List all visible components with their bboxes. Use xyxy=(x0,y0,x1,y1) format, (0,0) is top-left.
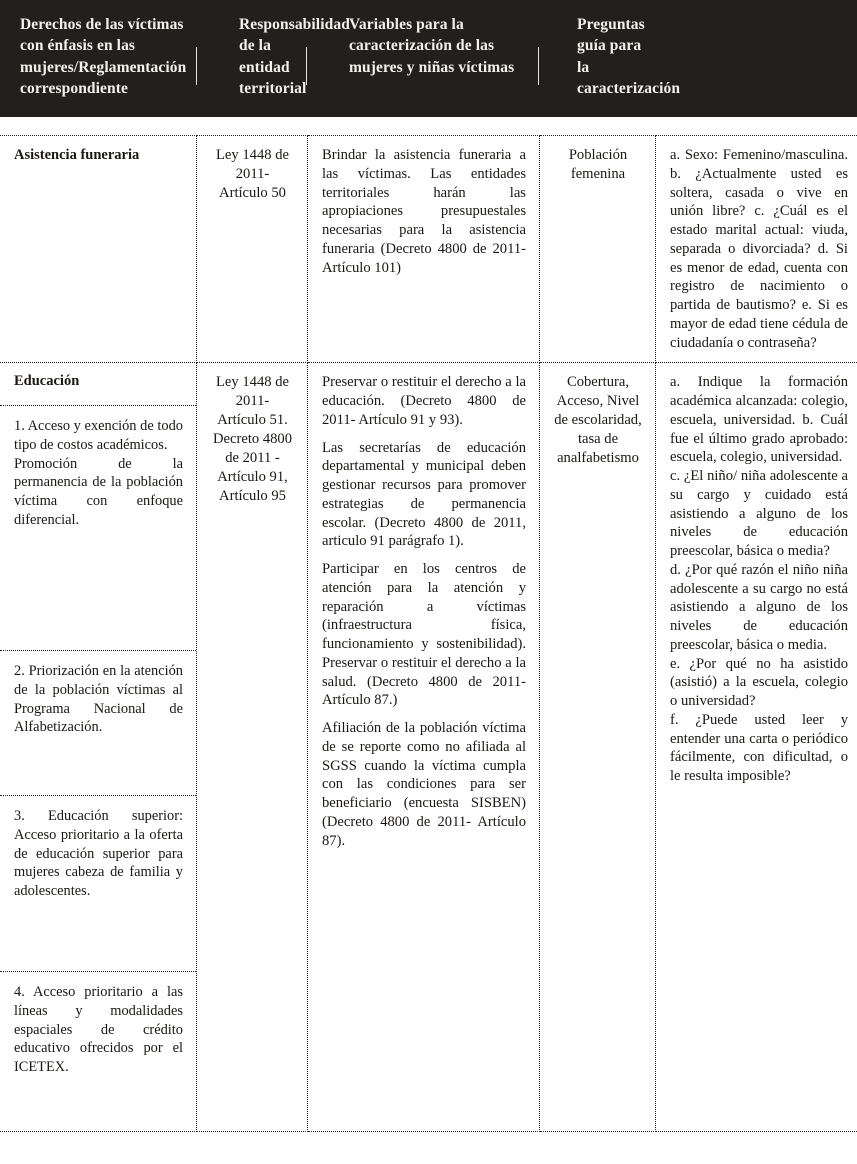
row2-preguntas-p1: a. Indique la formación académica alcanzada: colegio, escuela, universidad. b. Cuál fue el último grado aprobado: escuela, colegio, universidad. xyxy=(670,374,848,466)
header-col-variables xyxy=(307,10,538,78)
header-col-derechos-label: Derechos de las víctimas con énfasis en las mujeres/Reglamentación correspondiente xyxy=(20,16,187,98)
row2-derecho-subitem-2 xyxy=(0,651,196,796)
row2-subitem3-text: 3. Educación superior: Acceso prioritario a la oferta de educación superior para mujeres cabeza de familia y adolescentes. xyxy=(14,808,183,900)
row1-responsabilidad-p1: Brindar la asistencia funeraria a las víctimas. Las entidades territoriales harán las apropiaciones presupuestales necesarias para la asistencia funeraria (Decreto 4800 de 2011- Artículo 101) xyxy=(322,147,526,276)
row2-derecho-subitem-4 xyxy=(0,972,196,1131)
row1-cell-variables xyxy=(540,136,656,363)
row1-variables-text: Población femenina xyxy=(568,147,628,182)
row2-subitem1-line2: Promoción de la permanencia de la población víctima con enfoque diferencial. xyxy=(14,455,183,528)
row2-responsabilidad-p2: Las secretarías de educación departamental y municipal deben gestionar recursos para promover estrategias de permanencia escolar. (Decreto 4800 de 2011, articulo 91 parágrafo 1). xyxy=(322,439,526,550)
table-header-band xyxy=(0,0,857,117)
header-col-responsabilidad-label: Responsabilidad de la entidad territorial xyxy=(239,16,350,98)
row2-preguntas-p3: d. ¿Por qué razón el niño niña adolescente a su cargo no está asistiendo a alguno de los niveles de educación preescolar, básica o media. xyxy=(670,561,848,653)
row2-subitem1-line1: 1. Acceso y exención de todo tipo de costos académicos. xyxy=(14,418,183,453)
row2-derecho-subitem-3 xyxy=(0,796,196,972)
row2-preguntas-p2: c. ¿El niño/ niña adolescente a su cargo y cuidado está asistiendo a alguno de los niveles de educación preescolar, básica o media? xyxy=(670,468,848,559)
row2-derecho-title: Educación xyxy=(14,373,80,390)
row1-norma-text: Ley 1448 de 2011- Artículo 50 xyxy=(216,147,289,201)
row2-subitem2-text: 2. Priorización en la atención de la población víctimas al Programa Nacional de Alfabetización. xyxy=(14,663,183,736)
row1-cell-norma xyxy=(197,136,308,363)
row1-cell-preguntas xyxy=(656,136,857,363)
row2-subitem4-text: 4. Acceso prioritario a las líneas y modalidades espaciales de crédito educativo ofrecidos por el ICETEX. xyxy=(14,984,183,1076)
row2-norma-text: Ley 1448 de 2011- Artículo 51. Decreto 4800 de 2011 - Artículo 91, Artículo 95 xyxy=(212,374,293,505)
row2-cell-responsabilidad xyxy=(308,363,540,1132)
row2-responsabilidad-p4: Afiliación de la población víctima de se reporte como no afiliada al SGSS cuando la víctima cumpla con las condiciones para ser beneficiario (encuesta SISBEN) (Decreto 4800 de 2011- Artículo 87). xyxy=(322,720,526,849)
row2-preguntas-p4: e. ¿Por qué no ha asistido (asistió) a la escuela, colegio o universidad? xyxy=(670,655,848,709)
row2-responsabilidad-p1: Preservar o restituir el derecho a la educación. (Decreto 4800 de 2011- Artículo 91 y 93). xyxy=(322,374,526,428)
row2-variables-text: Cobertura, Acceso, Nivel de escolaridad, tasa de analfabetismo xyxy=(554,374,642,467)
header-body-gap xyxy=(0,117,857,135)
row2-preguntas-p5: f. ¿Puede usted leer y entender una carta o periódico fácilmente, con dificultad, o le resulta imposible? xyxy=(670,711,848,784)
row2-responsabilidad-p3: Participar en los centros de atención para la atención y reparación a víctimas (infraestructura física, funcionamiento y sostenibilidad). Preservar o restituir el derecho a la salud. (Decreto 4800 de 2011- Artículo 87.) xyxy=(322,561,526,709)
row2-cell-preguntas xyxy=(656,363,857,1132)
header-col-preguntas xyxy=(539,10,681,100)
table-row xyxy=(0,136,857,363)
row2-cell-norma xyxy=(197,363,308,1132)
row2-cell-variables xyxy=(540,363,656,1132)
header-col-responsabilidad xyxy=(197,10,350,100)
header-col-preguntas-label: Preguntas guía para la caracterización xyxy=(577,16,681,98)
table-row xyxy=(0,363,857,1132)
header-col-variables-label: Variables para la caracterización de las mujeres y niñas víctimas xyxy=(349,16,515,76)
row1-preguntas-p1: a. Sexo: Femenino/masculina. b. ¿Actualmente usted es soltera, casada o vive en unión libre? c. ¿Cuál es el estado marital actual: viuda, separada o divorciada? d. Si es menor de edad, cuenta con registro de nacimiento o partida de bautismo? e. Si es mayor de edad tiene cédula de ciudadanía o contraseña? xyxy=(670,147,848,351)
row2-derecho-title-cell xyxy=(0,363,196,406)
header-col-derechos xyxy=(0,10,196,100)
row2-derecho-subitem-1 xyxy=(0,406,196,651)
row1-cell-responsabilidad xyxy=(308,136,540,363)
row1-derecho-title: Asistencia funeraria xyxy=(14,147,140,163)
derechos-table xyxy=(0,135,857,1132)
row1-cell-derecho xyxy=(0,136,197,363)
row2-cell-derecho xyxy=(0,363,197,1132)
